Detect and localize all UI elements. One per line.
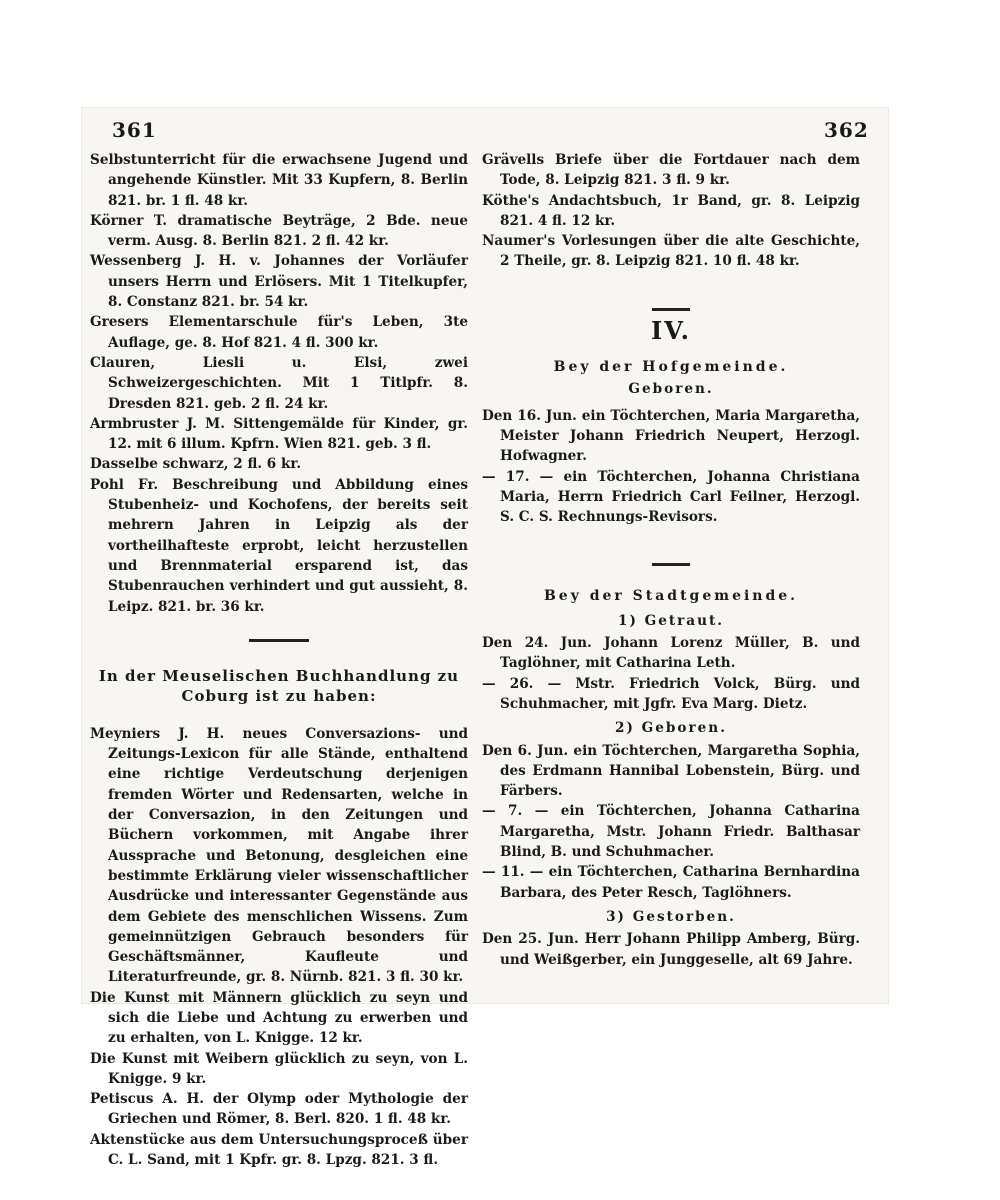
book-listing: Armbruster J. M. Sittengemälde für Kinder, gr. 12. mit 6 illum. Kpfrn. Wien 821. geb. 3 fl. bbox=[90, 415, 468, 453]
register-entry: Den 25. Jun. Herr Johann Philipp Amberg, Bürg. und Weißgerber, ein Junggeselle, alt 69 Jahre. bbox=[482, 931, 860, 968]
section-number: IV. bbox=[650, 315, 691, 345]
spacer bbox=[482, 527, 860, 563]
book-listing: Naumer's Vorlesungen über die alte Geschichte, 2 Theile, gr. 8. Leipzig 821. 10 fl. 48 kr. bbox=[482, 233, 860, 270]
spacer bbox=[482, 272, 860, 308]
register-entry: — 7. — ein Töchterchen, Johanna Catharina Margaretha, Mstr. Johann Friedr. Balthasar Blind, B. und Schuhmacher. bbox=[482, 803, 860, 861]
book-listing: Aktenstücke aus dem Untersuchungsproceß über C. L. Sand, mit 1 Kpfr. gr. 8. Lpzg. 821. 3 fl. bbox=[90, 1131, 468, 1169]
court-born-heading: Geboren. bbox=[628, 381, 714, 398]
book-listing: Meyniers J. H. neues Conversazions- und Zeitungs-Lexicon für alle Stände, enthaltend eine richtige Verdeutschung derjenigen fremden Wörter und Redensarten, welche in der Conversazion, in den Zeitungen und Büchern vorkommen, mit Angabe ihrer Aussprache und Betonung, desgleichen eine bestimmte Erklärung vieler wissenschaftlicher Ausdrücke und interessanter Gegenstände aus dem Gebiete des menschlichen Wissens. Zum gemeinnützigen Gebrauch besonders für Geschäftsmänner, Kaufleute und Literaturfreunde, gr. 8. Nürnb. 821. 3 fl. 30 kr. bbox=[90, 725, 468, 986]
right-column bbox=[482, 150, 860, 970]
died-heading: 3) Gestorben. bbox=[606, 908, 736, 925]
court-parish-heading: Bey der Hofgemeinde. bbox=[553, 359, 789, 376]
register-entry: Den 24. Jun. Johann Lorenz Müller, B. und Taglöhner, mit Catharina Leth. bbox=[482, 635, 860, 672]
register-entry: — 26. — Mstr. Friedrich Volck, Bürg. und Schuhmacher, mit Jgfr. Eva Marg. Dietz. bbox=[482, 675, 860, 712]
book-listing: Selbstunterricht für die erwachsene Jugend und angehende Künstler. Mit 33 Kupfern, 8. Berlin 821. br. 1 fl. 48 kr. bbox=[90, 152, 468, 209]
register-entry: — 11. — ein Töchterchen, Catharina Bernhardina Barbara, des Peter Resch, Taglöhners. bbox=[482, 864, 860, 901]
register-entry: — 17. — ein Töchterchen, Johanna Christiana Maria, Herrn Friedrich Carl Feilner, Herzogl. S. C. S. Rechnungs-Revisors. bbox=[482, 468, 860, 526]
bookshop-heading-line1: In der Meuselischen Buchhandlung zu bbox=[98, 666, 460, 685]
register-entry: Den 16. Jun. ein Töchterchen, Maria Margaretha, Meister Johann Friedrich Neupert, Herzogl. Hofwagner. bbox=[482, 407, 860, 465]
left-column bbox=[90, 150, 468, 1170]
book-listing: Körner T. dramatische Beyträge, 2 Bde. neue verm. Ausg. 8. Berlin 821. 2 fl. 42 kr. bbox=[90, 212, 468, 250]
book-listing: Petiscus A. H. der Olymp oder Mythologie der Griechen und Römer, 8. Berl. 820. 1 fl. 48 kr. bbox=[90, 1091, 468, 1128]
spacer bbox=[482, 566, 860, 584]
book-listing: Dasselbe schwarz, 2 fl. 6 kr. bbox=[90, 456, 302, 473]
book-listing: Grävells Briefe über die Fortdauer nach dem Tode, 8. Leipzig 821. 3 fl. 9 kr. bbox=[482, 152, 860, 189]
married-heading: 1) Getraut. bbox=[617, 612, 725, 629]
page-number-right: 362 bbox=[824, 118, 869, 142]
book-listing: Köthe's Andachtsbuch, 1r Band, gr. 8. Leipzig 821. 4 fl. 12 kr. bbox=[482, 192, 860, 229]
register-entry: Den 6. Jun. ein Töchterchen, Margaretha Sophia, des Erdmann Hannibal Lobenstein, Bürg. und Färbers. bbox=[482, 742, 860, 800]
book-listing: Pohl Fr. Beschreibung und Abbildung eines Stubenheiz- und Kochofens, der bereits seit mehrern Jahren in Leipzig als der vortheilhafteste erprobt, leicht herzustellen und Brennmaterial ersparend ist, das Stubenrauchen verhindert und gut aussieht, 8. Leipz. 821. br. 36 kr. bbox=[90, 476, 468, 615]
bookshop-heading bbox=[90, 666, 468, 706]
book-listing: Wessenberg J. H. v. Johannes der Vorläufer unsers Herrn und Erlösers. Mit 1 Titelkupfer, 8. Constanz 821. br. 54 kr. bbox=[90, 253, 468, 311]
book-listing: Clauren, Liesli u. Elsi, zwei Schweizergeschichten. Mit 1 Titlpfr. 8. Dresden 821. geb. 2 fl. 24 kr. bbox=[90, 354, 468, 412]
book-listing: Die Kunst mit Männern glücklich zu seyn und sich die Liebe und Achtung zu erwerben und zu erhalten, von L. Knigge. 12 kr. bbox=[90, 989, 468, 1047]
town-parish-heading: Bey der Stadtgemeinde. bbox=[543, 588, 799, 605]
spacer bbox=[90, 706, 468, 724]
born-heading: 2) Geboren. bbox=[615, 720, 727, 737]
page-number-left: 361 bbox=[112, 118, 157, 142]
book-listing: Die Kunst mit Weibern glücklich zu seyn, von L. Knigge. 9 kr. bbox=[90, 1050, 468, 1087]
book-listing: Gresers Elementarschule für's Leben, 3te Auflage, ge. 8. Hof 821. 4 fl. 300 kr. bbox=[90, 314, 468, 351]
bookshop-heading-line2: Coburg ist zu haben: bbox=[181, 686, 377, 705]
section-divider bbox=[652, 308, 690, 311]
section-divider bbox=[249, 639, 309, 642]
